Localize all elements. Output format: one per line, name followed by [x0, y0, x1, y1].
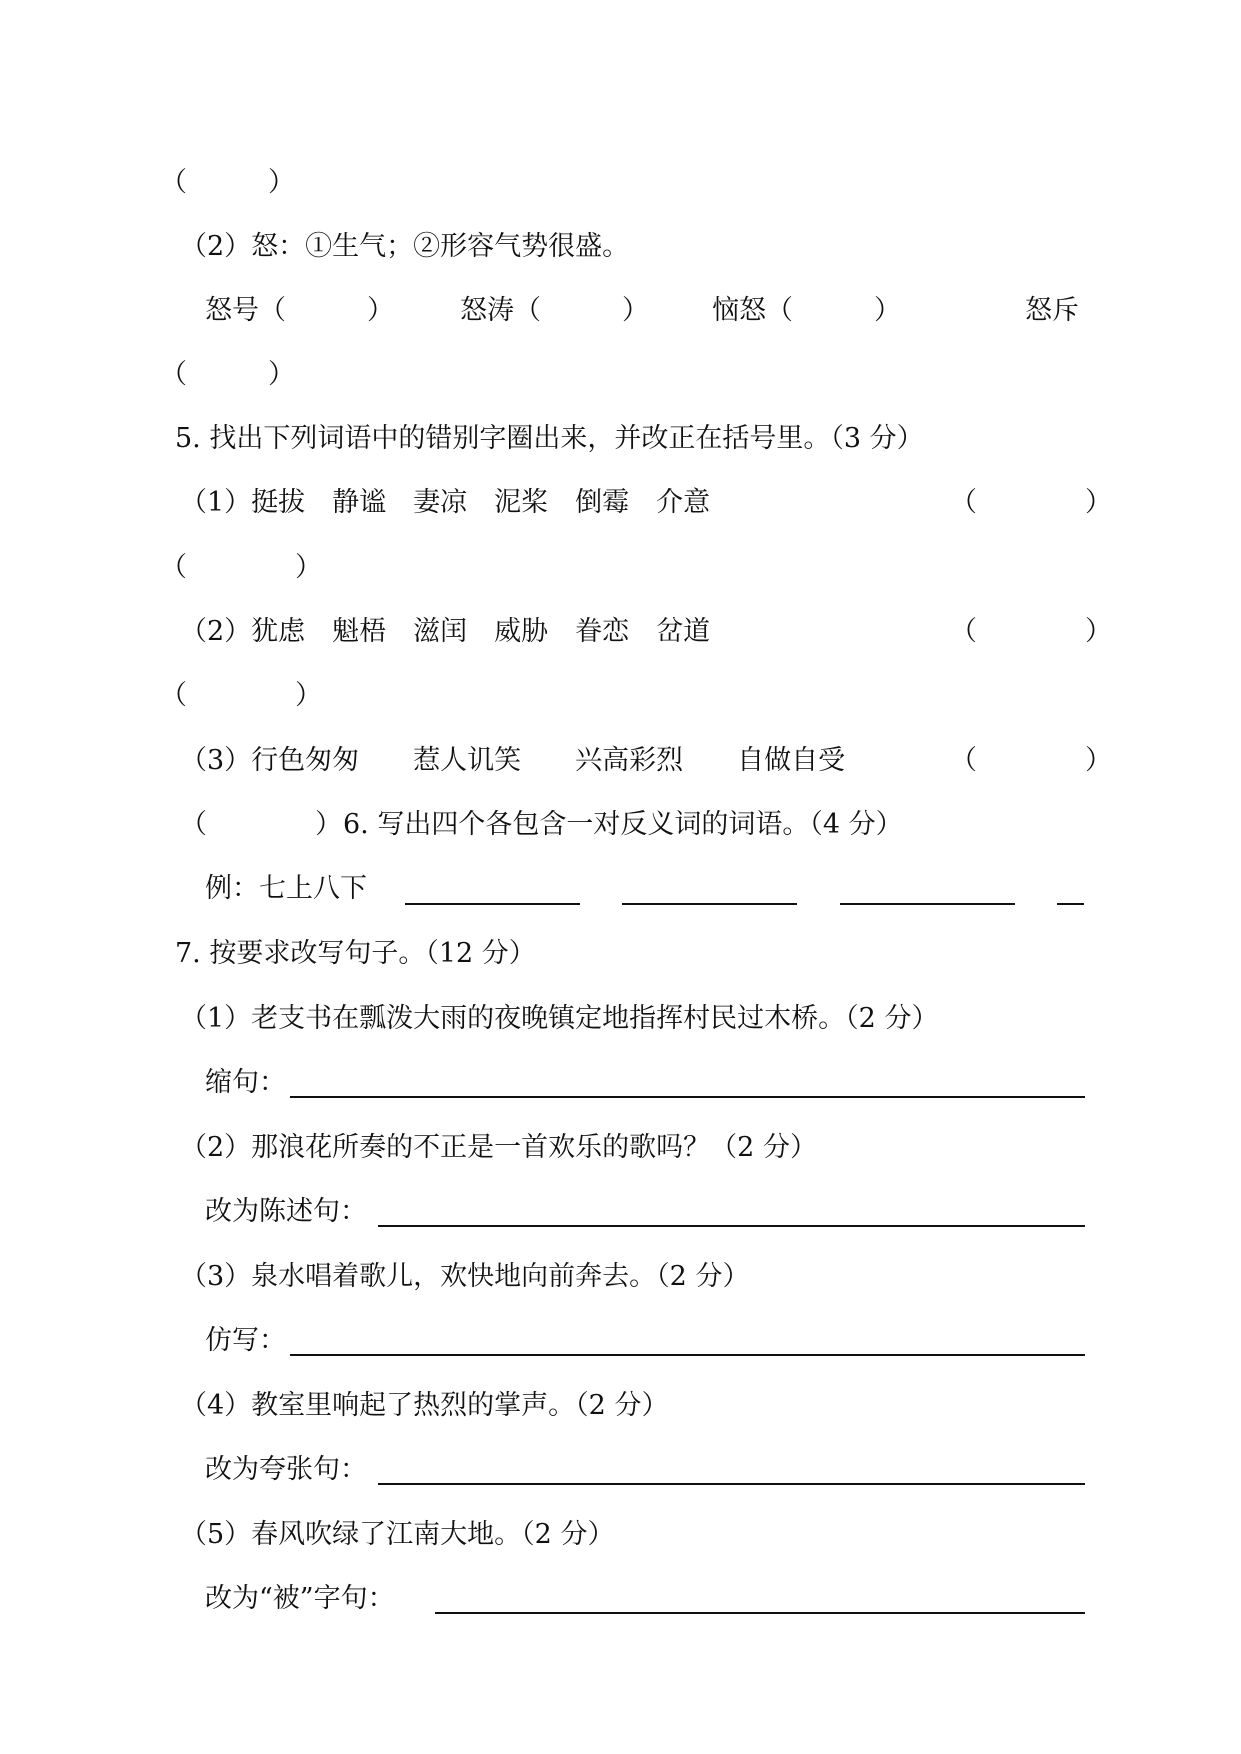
example-text: 例：七上八下 [205, 873, 367, 904]
subquestion-text: （2）那浪花所奏的不正是一首欢乐的歌吗？（2 分） [180, 1132, 817, 1163]
answer-prompt: 改为陈述句： [205, 1196, 367, 1227]
subquestion-text: （2）怒：①生气；②形容气势很盛。 [180, 231, 630, 262]
answer-line[interactable] [378, 1483, 1085, 1485]
answer-paren: （ ） [160, 552, 322, 583]
subquestion-text: （2）犹虑 魁梧 滋闰 威胁 眷恋 岔道 [180, 616, 711, 647]
question-title: 7. 按要求改写句子。（12 分） [175, 938, 536, 969]
word-with-paren: 怒涛（ ） [460, 295, 649, 326]
subquestion-text: （4）教室里响起了热烈的掌声。（2 分） [180, 1390, 669, 1421]
answer-paren: （ ） [160, 167, 295, 198]
subquestion-text: （1）老支书在瓢泼大雨的夜晚镇定地指挥村民过木桥。（2 分） [180, 1003, 939, 1034]
subquestion-text: （1）挺拔 静谧 妻凉 泥桨 倒霉 介意 [180, 487, 711, 518]
answer-paren: （ ） [160, 359, 295, 390]
answer-prompt: 缩句： [205, 1067, 286, 1098]
answer-blank[interactable] [622, 903, 797, 905]
word-with-paren: 恼怒（ ） [712, 295, 901, 326]
answer-line[interactable] [290, 1096, 1085, 1098]
word-with-paren: 怒斥 [1025, 295, 1079, 326]
answer-blank[interactable] [840, 903, 1015, 905]
answer-paren: （ ） [180, 809, 342, 840]
answer-prompt: 仿写： [205, 1325, 286, 1356]
subquestion-text: （3）行色匆匆 惹人讥笑 兴高彩烈 自做自受 [180, 745, 846, 776]
answer-prompt: 改为夸张句： [205, 1454, 367, 1485]
answer-prompt: 改为“被”字句： [205, 1583, 395, 1614]
answer-line[interactable] [435, 1612, 1085, 1614]
answer-paren: （ ） [950, 487, 1112, 518]
answer-blank[interactable] [1057, 903, 1084, 905]
answer-line[interactable] [378, 1225, 1085, 1227]
answer-paren: （ ） [160, 680, 322, 711]
word-with-paren: 怒号（ ） [205, 295, 394, 326]
answer-paren: （ ） [950, 745, 1112, 776]
answer-blank[interactable] [405, 903, 580, 905]
question-title: 5. 找出下列词语中的错别字圈出来，并改正在括号里。（3 分） [175, 423, 924, 454]
answer-paren: （ ） [950, 616, 1112, 647]
subquestion-text: （3）泉水唱着歌儿，欢快地向前奔去。（2 分） [180, 1261, 750, 1292]
question-title: 6. 写出四个各包含一对反义词的词语。（4 分） [343, 809, 903, 840]
answer-line[interactable] [290, 1354, 1085, 1356]
subquestion-text: （5）春风吹绿了江南大地。（2 分） [180, 1519, 615, 1550]
